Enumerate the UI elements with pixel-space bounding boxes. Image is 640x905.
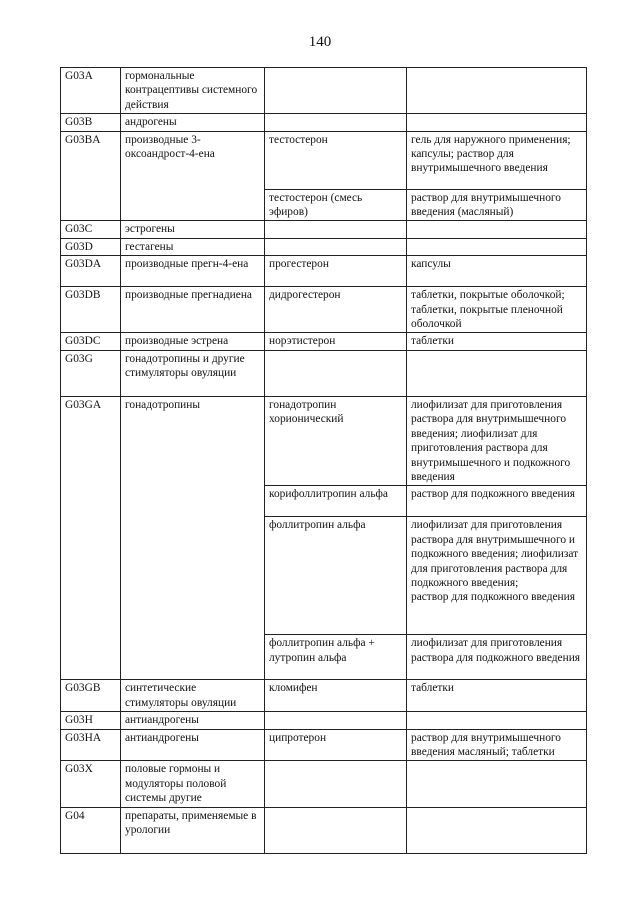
- table-row: [61, 807, 587, 853]
- dosage-form-cell: таблетки: [407, 333, 587, 350]
- group-name-cell: антиандрогены: [121, 729, 265, 761]
- table-row: [61, 287, 587, 333]
- inn-cell: прогестерон: [265, 256, 407, 287]
- group-name-cell: производные эстрена: [121, 333, 265, 350]
- atc-code-cell: G03D: [61, 238, 121, 255]
- atc-code-cell: G03A: [61, 68, 121, 114]
- atc-code-cell: G03GB: [61, 680, 121, 712]
- dosage-form-cell: [407, 761, 587, 807]
- table-row: [61, 256, 587, 287]
- table-row: [61, 712, 587, 729]
- table-row: [61, 238, 587, 255]
- atc-code-cell: G03GA: [61, 396, 121, 679]
- atc-code-cell: G03HA: [61, 729, 121, 761]
- group-name-cell: гонадотропины и другие стимуляторы овуляции: [121, 350, 265, 396]
- atc-code-cell: G03DC: [61, 333, 121, 350]
- inn-cell: корифоллитропин альфа: [265, 486, 407, 517]
- table-row: [61, 68, 587, 114]
- atc-code-cell: G03DB: [61, 287, 121, 333]
- inn-cell: кломифен: [265, 680, 407, 712]
- atc-code-cell: G03C: [61, 221, 121, 238]
- atc-code-cell: G03H: [61, 712, 121, 729]
- atc-code-cell: G03BA: [61, 131, 121, 221]
- inn-cell: [265, 238, 407, 255]
- inn-cell: [265, 114, 407, 131]
- group-name-cell: гормональные контрацептивы системного действия: [121, 68, 265, 114]
- atc-code-cell: G04: [61, 807, 121, 853]
- atc-code-cell: G03B: [61, 114, 121, 131]
- inn-cell: фоллитропин альфа + лутропин альфа: [265, 635, 407, 680]
- inn-cell: норэтистерон: [265, 333, 407, 350]
- table-row: [61, 131, 587, 189]
- atc-code-cell: G03DA: [61, 256, 121, 287]
- dosage-form-cell: лиофилизат для приготовления раствора для внутримышечного и подкожного введения; лиофилизат для приготовления раствора для подкожного введения; раствор для подкожного введения: [407, 517, 587, 635]
- group-name-cell: гонадотропины: [121, 396, 265, 679]
- dosage-form-cell: [407, 807, 587, 853]
- group-name-cell: эстрогены: [121, 221, 265, 238]
- table-row: [61, 221, 587, 238]
- inn-cell: [265, 712, 407, 729]
- inn-cell: тестостерон: [265, 131, 407, 189]
- group-name-cell: антиандрогены: [121, 712, 265, 729]
- inn-cell: фоллитропин альфа: [265, 517, 407, 635]
- inn-cell: [265, 68, 407, 114]
- table-row: [61, 396, 587, 485]
- dosage-form-cell: [407, 238, 587, 255]
- dosage-form-cell: таблетки: [407, 680, 587, 712]
- dosage-form-cell: [407, 712, 587, 729]
- dosage-form-cell: [407, 350, 587, 396]
- table-row: [61, 761, 587, 807]
- group-name-cell: половые гормоны и модуляторы половой системы другие: [121, 761, 265, 807]
- dosage-form-cell: [407, 221, 587, 238]
- dosage-form-cell: [407, 68, 587, 114]
- inn-cell: [265, 807, 407, 853]
- dosage-form-cell: таблетки, покрытые оболочкой; таблетки, покрытые пленочной оболочкой: [407, 287, 587, 333]
- dosage-form-cell: гель для наружного применения; капсулы; раствор для внутримышечного введения: [407, 131, 587, 189]
- drug-table: [60, 67, 587, 854]
- atc-code-cell: G03G: [61, 350, 121, 396]
- page-number: 140: [308, 34, 332, 50]
- dosage-form-cell: лиофилизат для приготовления раствора для подкожного введения: [407, 635, 587, 680]
- atc-code-cell: G03X: [61, 761, 121, 807]
- group-name-cell: синтетические стимуляторы овуляции: [121, 680, 265, 712]
- table-row: [61, 333, 587, 350]
- group-name-cell: производные 3-оксоандрост-4-ена: [121, 131, 265, 221]
- group-name-cell: производные прегнадиена: [121, 287, 265, 333]
- dosage-form-cell: раствор для внутримышечного введения (масляный): [407, 189, 587, 221]
- group-name-cell: андрогены: [121, 114, 265, 131]
- inn-cell: дидрогестерон: [265, 287, 407, 333]
- dosage-form-cell: капсулы: [407, 256, 587, 287]
- table-row: [61, 729, 587, 761]
- group-name-cell: препараты, применяемые в урологии: [121, 807, 265, 853]
- inn-cell: [265, 761, 407, 807]
- group-name-cell: производные прегн-4-ена: [121, 256, 265, 287]
- dosage-form-cell: [407, 114, 587, 131]
- inn-cell: тестостерон (смесь эфиров): [265, 189, 407, 221]
- inn-cell: ципротерон: [265, 729, 407, 761]
- group-name-cell: гестагены: [121, 238, 265, 255]
- inn-cell: [265, 350, 407, 396]
- inn-cell: [265, 221, 407, 238]
- table-row: [61, 350, 587, 396]
- table-row: [61, 114, 587, 131]
- table-row: [61, 680, 587, 712]
- inn-cell: гонадотропин хорионический: [265, 396, 407, 485]
- dosage-form-cell: раствор для подкожного введения: [407, 486, 587, 517]
- dosage-form-cell: раствор для внутримышечного введения масляный; таблетки: [407, 729, 587, 761]
- dosage-form-cell: лиофилизат для приготовления раствора для внутримышечного введения; лиофилизат для приготовления раствора для внутримышечного и подкожного введения: [407, 396, 587, 485]
